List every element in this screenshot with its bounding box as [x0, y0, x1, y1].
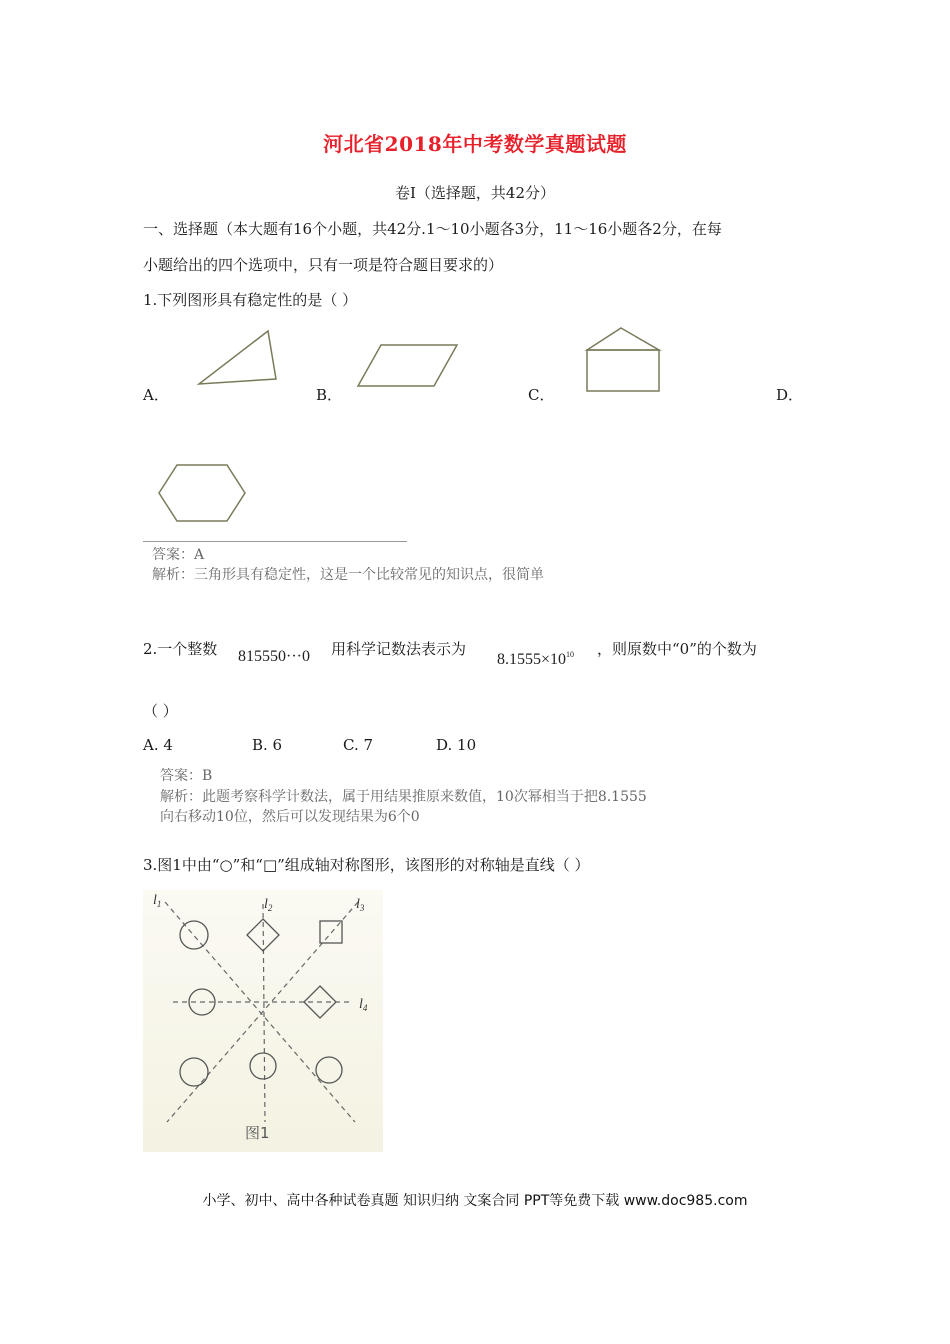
q2-scientific-notation — [497, 650, 574, 669]
q2-stem-part-b: 用科学记数法表示为 — [331, 640, 467, 658]
q2-option-a: A. 4 — [143, 736, 173, 754]
label-l4: $l_4$ — [359, 997, 368, 1013]
axis-line-l3 — [167, 902, 358, 1122]
q1-hexagon-figure — [155, 462, 249, 524]
page-title: 河北省2018年中考数学真题试题 — [323, 132, 627, 156]
footer-text: 小学、初中、高中各种试卷真题 知识归纳 文案合同 PPT等免费下载 www.doc985.com — [202, 1193, 748, 1209]
label-l2: $l_2$ — [264, 897, 273, 913]
q1-answer: 答案：A — [152, 547, 205, 563]
circle-shape-bottom-right — [316, 1057, 342, 1083]
q2-option-c: C. 7 — [343, 736, 374, 754]
q1-stem: 1.下列图形具有稳定性的是（ ） — [143, 291, 358, 309]
q2-stem-part-c: ，则原数中“0”的个数为 — [597, 640, 757, 658]
q1-analysis: 解析：三角形具有稳定性，这是一个比较常见的知识点，很简单 — [152, 567, 544, 583]
circle-shape-bottom-middle — [250, 1053, 276, 1079]
house-body-shape — [587, 350, 659, 391]
q2-analysis-line-1: 解析：此题考察科学计数法，属于用结果推原来数值，10次幂相当于把8.1555 — [160, 789, 647, 805]
q1-option-d: D． — [776, 386, 804, 404]
figure-1-symmetry-diagram — [143, 890, 383, 1152]
q2-analysis-line-2: 向右移动10位，然后可以发现结果为6个0 — [160, 809, 420, 825]
instructions-line-2: 小题给出的四个选项中，只有一项是符合题目要求的） — [143, 256, 504, 274]
section-title: 卷Ⅰ（选择题，共42分） — [394, 184, 555, 202]
q2-option-b: B. 6 — [252, 736, 283, 754]
label-l1: $l_1$ — [153, 893, 162, 909]
q1-house-figure — [583, 326, 663, 394]
answer-divider — [143, 541, 407, 542]
axis-line-l2 — [263, 904, 265, 1122]
q2-sci-base: 8.1555×10 — [497, 651, 567, 668]
circle-shape-bottom-left — [180, 1058, 208, 1086]
parallelogram-shape — [358, 345, 457, 386]
q1-option-a: A． — [143, 386, 169, 404]
q1-triangle-figure — [196, 328, 278, 388]
circle-shape-top-left — [180, 921, 208, 949]
q2-sci-exponent: 10 — [566, 650, 575, 659]
q3-stem: 3.图1中由“○”和“□”组成轴对称图形，该图形的对称轴是直线（ ） — [143, 856, 590, 874]
q2-stem-part-a: 2.一个整数 — [143, 640, 218, 658]
label-l3: $l_3$ — [356, 897, 365, 913]
q2-number: 815550···0 — [238, 648, 310, 665]
q1-option-c: C． — [528, 386, 555, 404]
q2-paren: （ ） — [143, 702, 178, 720]
hexagon-shape — [159, 465, 245, 521]
instructions-line-1: 一、选择题（本大题有16个小题，共42分.1～10小题各3分，11～16小题各2分，在每 — [143, 220, 722, 238]
q2-option-d: D. 10 — [436, 736, 477, 754]
triangle-shape — [199, 331, 276, 384]
house-roof-shape — [587, 328, 659, 350]
figure-1-caption: 图1 — [245, 1124, 270, 1142]
q1-option-b: B． — [316, 386, 343, 404]
q1-parallelogram-figure — [356, 343, 460, 389]
q2-answer: 答案：B — [160, 768, 213, 784]
